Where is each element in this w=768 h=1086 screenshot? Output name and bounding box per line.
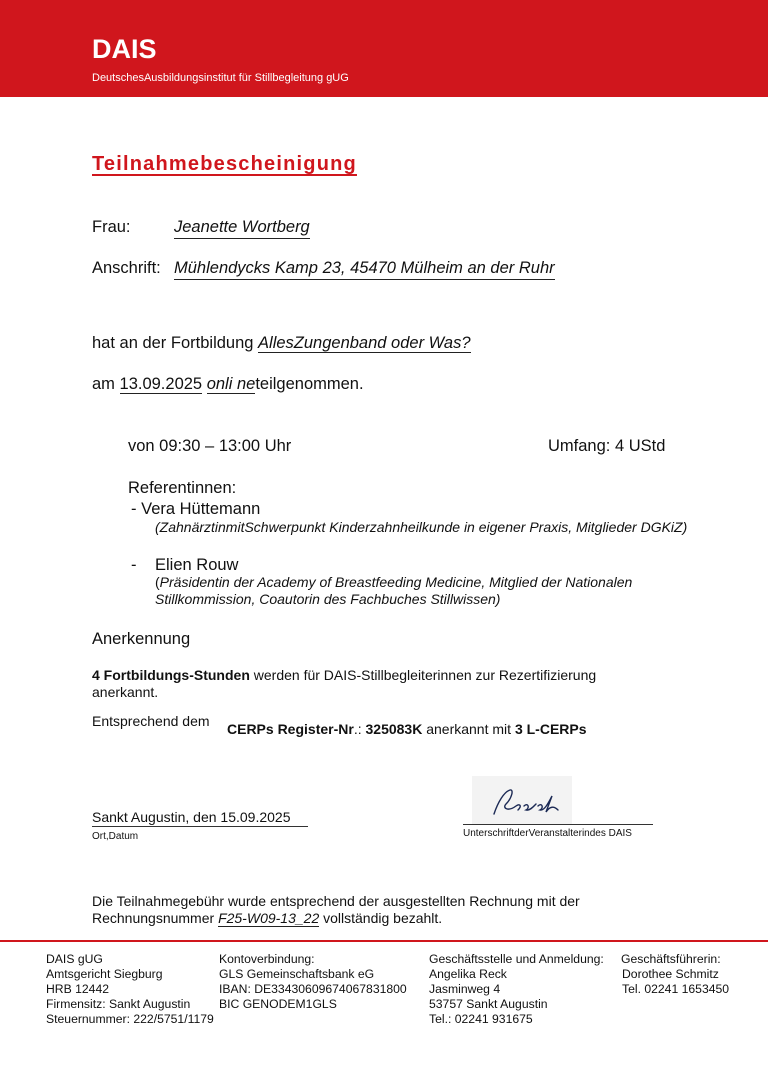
cerps-line [227,721,587,737]
recognition-hours-line [92,667,596,683]
speaker-2-paren: ( [155,574,160,590]
course-name: AllesZungenband oder Was? [258,334,471,352]
footer-management-label: Geschäftsführerin: [621,952,721,966]
footer-bic: BIC GENODEM1GLS [219,997,337,1011]
course-time: von 09:30 – 13:00 Uhr [128,437,292,455]
address-label: Anschrift: [92,259,161,277]
footer-hrb: HRB 12442 [46,982,110,996]
invoice-number: F25-W09-13_22 [218,910,320,926]
speaker-2-name: Elien Rouw [155,556,239,574]
signature-image [472,776,572,824]
document-title: Teilnahmebescheinigung [92,153,357,175]
footer-col-bank [219,952,407,1012]
place-date-caption: Ort,Datum [92,831,139,842]
footer-bank-label: Kontoverbindung: [219,952,315,966]
signature-scribble [472,776,572,824]
speaker-2-bullet: - [131,556,137,574]
footer-office-street: Jasminweg 4 [429,982,501,996]
place-date: Sankt Augustin, den 15.09.2025 [92,809,291,825]
footer-office-phone: Tel.: 02241 931675 [429,1012,533,1026]
place-date-line [92,826,308,827]
recognition-hours-text: werden für DAIS-Stillbegleiterinnen zur Rezertifizierung [249,667,597,683]
course-date-line [92,375,364,394]
cerps-prefix: Entsprechend dem [92,713,210,729]
course-scope: Umfang: 4 UStd [548,437,666,455]
salutation-label: Frau: [92,218,131,236]
cerps-label: CERPs Register-Nr [227,721,354,737]
footer-bank-name: GLS Gemeinschaftsbank eG [219,967,375,981]
signature-caption: UnterschriftderVeranstalterindes DAIS [463,828,632,839]
footer-court: Amtsgericht Siegburg [46,967,163,981]
cerps-colon: .: [353,721,366,737]
payment-line-1: Die Teilnahmegebühr wurde entsprechend der ausgestellten Rechnung mit der [92,893,580,909]
footer-col-office [429,952,604,1027]
cerps-mid: anerkannt mit [422,721,515,737]
date-prefix: am [92,375,120,393]
recognition-heading: Anerkennung [92,630,191,648]
header-banner [0,0,768,97]
footer-divider [0,940,768,942]
speakers-heading: Referentinnen: [128,479,237,497]
speaker-1-description: (ZahnärztinmitSchwerpunkt Kinderzahnheilkunde in eigener Praxis, Mitglieder DGKiZ) [155,519,688,535]
header-subtitle: DeutschesAusbildungsinstitut für Stillbegleitung gUG [92,72,349,84]
footer-seat: Firmensitz: Sankt Augustin [46,997,191,1011]
speaker-1-bullet: - [131,500,142,518]
recognition-hours-text2: anerkannt. [92,684,159,700]
footer-office-city: 53757 Sankt Augustin [429,997,548,1011]
speaker-2-description [155,574,700,608]
course-format: onli ne [206,375,256,393]
footer-iban: IBAN: DE33430609674067831800 [219,982,407,996]
footer-office-label: Geschäftsstelle und Anmeldung: [429,952,604,966]
signature-line [463,824,653,825]
footer-management-phone: Tel. 02241 1653450 [622,982,730,996]
course-intro: hat an der Fortbildung [92,334,259,352]
course-date: 13.09.2025 [119,375,203,393]
payment-suffix: vollständig bezahlt. [319,910,443,926]
cerps-number: 325083K [365,721,423,737]
date-suffix: teilgenommen. [255,375,364,393]
course-line [92,334,471,353]
footer-office-contact: Angelika Reck [429,967,507,981]
footer-col-company [46,952,214,1027]
recognition-hours-bold: 4 Fortbildungs-Stunden [92,667,250,683]
footer-tax-number: Steuernummer: 222/5751/1179 [46,1012,214,1026]
footer-col-management [621,952,729,997]
participant-address: Mühlendycks Kamp 23, 45470 Mülheim an der Ruhr [174,259,555,280]
logo-text: DAIS [92,34,157,64]
speaker-1-name: Vera Hüttemann [141,500,261,518]
payment-line-2 [92,910,442,926]
speaker-2-description-text: Präsidentin der Academy of Breastfeeding Medicine, Mitglied der Nationalen Stillkommission, Coautorin des Fachbuches Stillwissen) [155,574,633,607]
cerps-count: 3 L-CERPs [514,721,587,737]
participant-name: Jeanette Wortberg [174,218,310,239]
payment-prefix: Rechnungsnummer [92,910,219,926]
speaker-1 [131,500,260,519]
footer-management-name: Dorothee Schmitz [622,967,719,981]
footer-company-name: DAIS gUG [46,952,103,966]
